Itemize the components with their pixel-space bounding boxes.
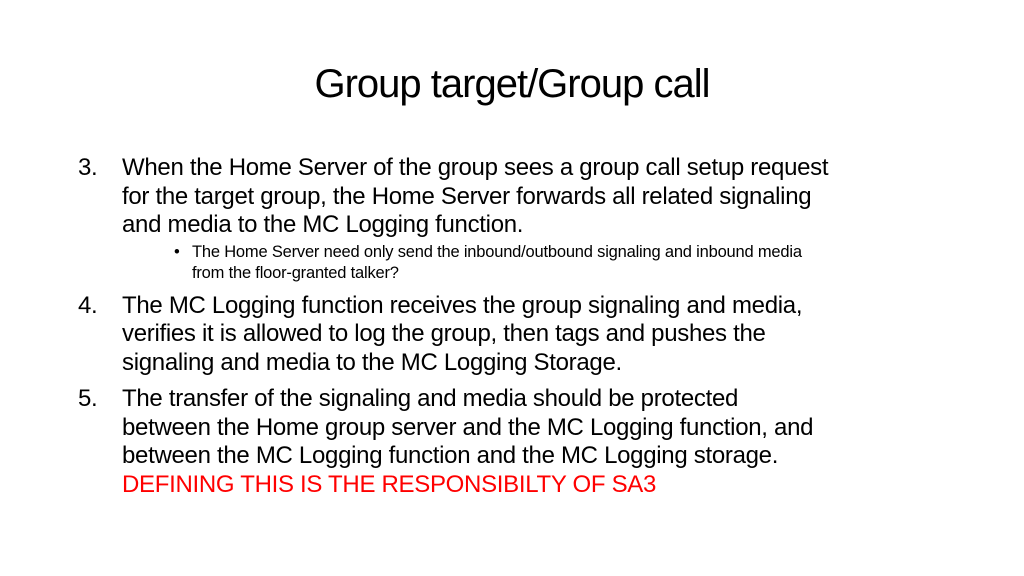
- item-number: 3.: [78, 154, 98, 181]
- responsibility-highlight: DEFINING THIS IS THE RESPONSIBILTY OF SA3: [122, 470, 657, 498]
- item-text-line: for the target group, the Home Server forwards all related signaling: [122, 182, 812, 210]
- list-item-3: [78, 154, 958, 284]
- item-text-line: When the Home Server of the group sees a group call setup request: [122, 154, 829, 181]
- item-text-line: verifies it is allowed to log the group, then tags and pushes the: [122, 320, 766, 347]
- item-text-line: between the Home group server and the MC Logging function, and: [122, 413, 814, 441]
- sub-bullet-item: [174, 242, 958, 284]
- list-item-5: [78, 385, 958, 499]
- numbered-list: [78, 154, 958, 507]
- sub-bullet-text-line: from the floor-granted talker?: [192, 263, 399, 282]
- item-text-line: The transfer of the signaling and media should be protected: [122, 385, 739, 412]
- bullet-icon: •: [174, 242, 180, 261]
- sub-bullet-text-line: The Home Server need only send the inbound/outbound signaling and inbound media: [192, 242, 802, 261]
- item-text-line: and media to the MC Logging function.: [122, 211, 524, 238]
- item-number: 5.: [78, 385, 98, 412]
- item-text-line: The MC Logging function receives the group signaling and media,: [122, 291, 803, 319]
- item-text-line: signaling and media to the MC Logging Storage.: [122, 348, 622, 376]
- item-text-line: between the MC Logging function and the MC Logging storage.: [122, 442, 779, 469]
- item-number: 4.: [78, 291, 98, 319]
- slide-title: Group target/Group call: [314, 62, 710, 106]
- list-item-4: [78, 292, 958, 378]
